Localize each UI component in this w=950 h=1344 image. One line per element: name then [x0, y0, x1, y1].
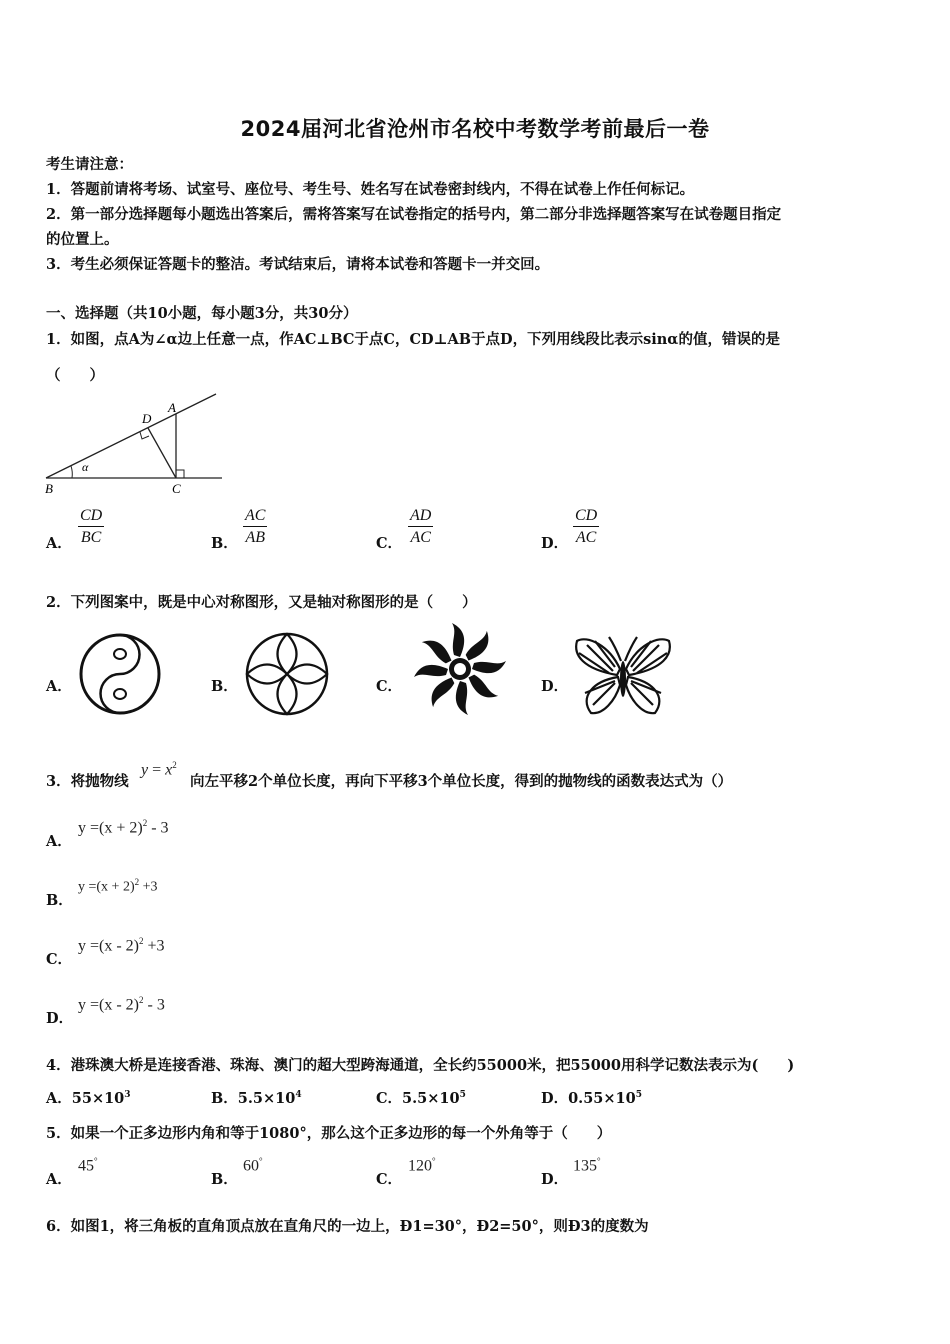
degree-mark: °	[259, 1156, 263, 1166]
denominator: AC	[410, 529, 431, 546]
denominator: BC	[80, 529, 102, 546]
option-exponent: 3	[124, 1090, 131, 1101]
q5-option-b-value[interactable]	[243, 1156, 263, 1175]
q3-option-b-expr[interactable]	[78, 877, 158, 896]
angle-value: 135	[573, 1157, 597, 1175]
denominator: AC	[575, 529, 597, 546]
eq-lhs: y	[141, 761, 149, 779]
q5-option-a-value[interactable]	[78, 1156, 98, 1175]
q3-option-d-label[interactable]: D．	[46, 1010, 74, 1027]
label-alpha: α	[82, 460, 89, 474]
q3-inline-equation	[141, 760, 177, 779]
numerator: AC	[243, 507, 267, 527]
expr-exponent: 2	[142, 818, 148, 828]
numerator: AD	[408, 507, 433, 527]
expr-exponent: 2	[139, 995, 144, 1005]
q4-stem: 4．港珠澳大桥是连接香港、珠海、澳门的超大型跨海通道，全长约55000米，把55000用科学记数法表示为( )	[46, 1057, 795, 1074]
q5-option-b-label[interactable]: B．	[211, 1171, 238, 1188]
expr-main: y =(x - 2)	[78, 937, 140, 955]
notice-item: 的位置上。	[46, 231, 119, 248]
q2-option-d-label[interactable]: D．	[541, 678, 569, 695]
option-base: 5.5×10	[237, 1090, 296, 1107]
q4-option-a[interactable]	[46, 1087, 131, 1108]
option-label: D．	[541, 1090, 569, 1107]
q3-option-a-expr[interactable]	[78, 818, 169, 837]
q1-paren: （ ）	[46, 367, 104, 384]
option-base: 0.55×10	[568, 1090, 636, 1107]
pinwheel-flower-icon[interactable]	[408, 620, 512, 718]
q1-option-d-label[interactable]: D．	[541, 535, 569, 552]
q2-option-c-label[interactable]: C．	[376, 678, 403, 695]
eq-sign: =	[148, 761, 166, 779]
q1-stem: 1．如图，点A为∠α边上任意一点，作AC⊥BC于点C，CD⊥AB于点D，下列用线段比表示sinα的值，错误的是	[46, 331, 780, 348]
q4-option-d[interactable]	[541, 1087, 642, 1108]
q3-option-c-expr[interactable]	[78, 936, 165, 955]
option-label: C．	[376, 1090, 403, 1107]
yin-yang-icon[interactable]	[74, 630, 166, 718]
label-A: A	[168, 400, 176, 415]
degree-mark: °	[432, 1156, 436, 1166]
q3-option-d-expr[interactable]	[78, 995, 165, 1014]
q1-option-b-label[interactable]: B．	[211, 535, 238, 552]
expr-tail: - 3	[147, 819, 169, 837]
q3-option-a-label[interactable]: A．	[46, 833, 72, 850]
expr-tail: +3	[139, 879, 158, 895]
expr-exponent: 2	[139, 936, 144, 946]
label-B: B	[45, 481, 53, 496]
angle-value: 60	[243, 1157, 259, 1175]
denominator: AB	[245, 529, 265, 546]
q1-option-a-fraction[interactable]	[78, 507, 104, 547]
option-base: 5.5×10	[402, 1090, 460, 1107]
angle-value: 120	[408, 1157, 432, 1175]
q1-option-c-label[interactable]: C．	[376, 535, 403, 552]
q5-option-d-value[interactable]	[573, 1156, 601, 1175]
q2-stem: 2．下列图案中，既是中心对称图形，又是轴对称图形的是（ ）	[46, 594, 477, 611]
eq-base: x	[165, 761, 173, 779]
notice-item: 3．考生必须保证答题卡的整洁。考试结束后，请将本试卷和答题卡一并交回。	[46, 256, 550, 273]
q1-triangle-figure	[44, 392, 224, 496]
expr-exponent: 2	[134, 877, 140, 887]
four-petal-circle-icon[interactable]	[238, 630, 336, 718]
q5-option-c-value[interactable]	[408, 1156, 436, 1175]
expr-main: y =(x - 2)	[78, 996, 140, 1014]
option-exponent: 5	[459, 1090, 466, 1101]
q4-option-b[interactable]	[211, 1087, 302, 1108]
q3-stem-end: 向左平移2个单位长度，再向下平移3个单位长度，得到的抛物线的函数表达式为（）	[190, 773, 733, 790]
q5-stem: 5．如果一个正多边形内角和等于1080°，那么这个正多边形的每一个外角等于（ ）	[46, 1125, 612, 1142]
numerator: CD	[78, 507, 104, 527]
page-title: 2024届河北省沧州市名校中考数学考前最后一卷	[240, 117, 710, 141]
notice-heading: 考生请注意：	[46, 156, 133, 173]
q3-option-b-label[interactable]: B．	[46, 892, 73, 909]
expr-tail: - 3	[143, 996, 165, 1014]
numerator: CD	[573, 507, 599, 527]
expr-main: y =(x + 2)	[78, 819, 143, 837]
q5-option-d-label[interactable]: D．	[541, 1171, 569, 1188]
degree-mark: °	[597, 1156, 601, 1166]
option-label: A．	[46, 1090, 72, 1107]
q5-option-c-label[interactable]: C．	[376, 1171, 403, 1188]
q2-option-a-label[interactable]: A．	[46, 678, 72, 695]
butterfly-icon[interactable]	[572, 632, 674, 718]
q2-option-b-label[interactable]: B．	[211, 678, 238, 695]
option-label: B．	[211, 1090, 238, 1107]
q3-stem-start: 3．将抛物线	[46, 773, 129, 790]
q1-option-d-fraction[interactable]	[573, 507, 599, 547]
degree-mark: °	[94, 1156, 98, 1166]
q5-option-a-label[interactable]: A．	[46, 1171, 72, 1188]
angle-value: 45	[78, 1157, 94, 1175]
notice-item: 1．答题前请将考场、试室号、座位号、考生号、姓名写在试卷密封线内，不得在试卷上作任何标记。	[46, 181, 695, 198]
notice-item: 2．第一部分选择题每小题选出答案后，需将答案写在试卷指定的括号内，第二部分非选择题答案写在试卷题目指定	[46, 206, 782, 223]
label-D: D	[142, 411, 152, 426]
section-heading: 一、选择题（共10小题，每小题3分，共30分）	[46, 305, 358, 322]
q1-option-b-fraction[interactable]	[243, 507, 267, 547]
q4-option-c[interactable]	[376, 1087, 466, 1108]
eq-exponent: 2	[172, 760, 177, 770]
option-base: 55×10	[71, 1090, 125, 1107]
q1-option-c-fraction[interactable]	[408, 507, 433, 547]
expr-main: y =(x + 2)	[78, 879, 135, 895]
expr-tail: +3	[143, 937, 165, 955]
q1-option-a-label[interactable]: A．	[46, 535, 72, 552]
q6-stem: 6．如图1，将三角板的直角顶点放在直角尺的一边上，Ð1=30°，Ð2=50°，则Ð3的度数为	[46, 1218, 649, 1235]
label-C: C	[172, 481, 181, 496]
option-exponent: 5	[635, 1090, 642, 1101]
option-exponent: 4	[295, 1090, 302, 1101]
q3-option-c-label[interactable]: C．	[46, 951, 73, 968]
